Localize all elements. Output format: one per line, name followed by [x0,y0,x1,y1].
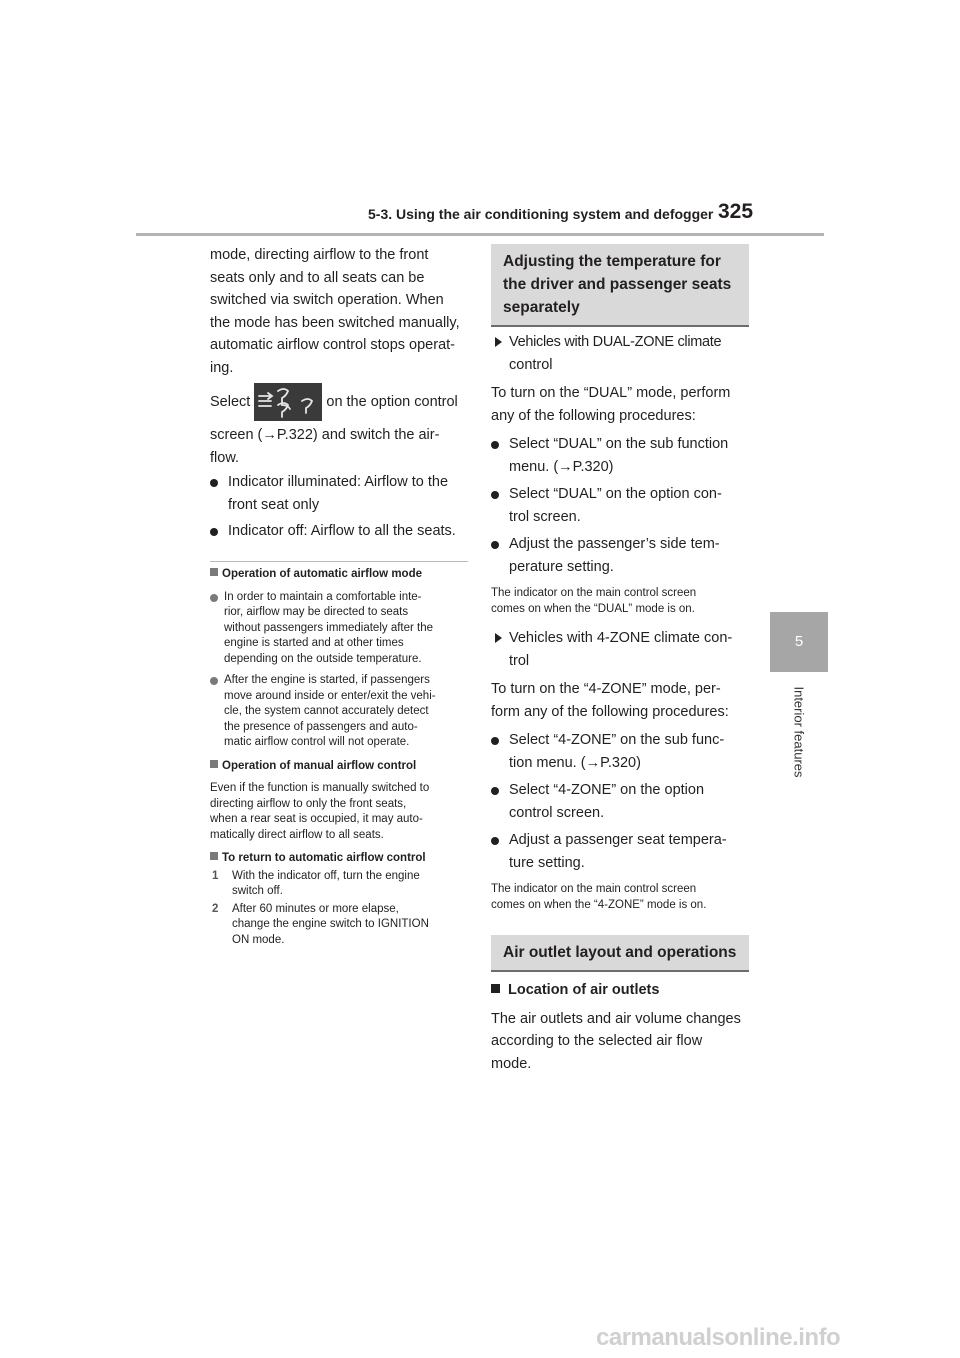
text-line: trol [509,652,530,669]
text-line: To turn on the “DUAL” mode, perform [491,385,731,401]
intro-paragraph [210,244,480,379]
text-line: separately [503,299,580,316]
location-section [491,979,756,1075]
text-line: Indicator off: Airflow to all the seats. [228,523,456,539]
text-line: front seat only [228,496,320,513]
round-bullet-icon [210,677,218,685]
watermark: carmanualsonline.info [596,1324,841,1351]
notes-block [210,567,472,948]
text-line: mode. [491,1055,532,1072]
section-title: 5-3. Using the air conditioning system and defogger [368,206,714,222]
text-line: move around inside or enter/exit the vehi- [224,689,436,702]
text-line: Vehicles with 4-ZONE climate con- [509,630,733,646]
text-line: control [509,356,553,373]
text-line: Even if the function is manually switched to [210,782,430,794]
text-line: Vehicles with DUAL-ZONE climate [509,334,722,350]
location-title: Location of air outlets [508,982,660,998]
bullet-icon [491,541,499,549]
bullet-item [228,471,488,516]
note-title: Operation of manual airflow control [222,759,417,772]
text-line: seats only and to all seats can be [210,269,425,286]
text-line: trol screen. [509,508,581,525]
text-line: After the engine is started, if passengers [224,674,430,686]
airflow-mode-icon [254,383,322,421]
text-line: form any of the following procedures: [491,703,729,720]
text-line: directing airflow to only the front seats, [210,797,407,810]
round-bullet-icon [210,594,218,602]
text-line: ture setting. [509,854,585,871]
text-line: comes on when the “DUAL” mode is on. [491,602,695,615]
condition-arrow-icon [495,633,502,643]
text-line: mode, directing airflow to the front [210,247,429,263]
text-line: ON mode. [232,933,285,946]
text-line: The indicator on the main control screen [491,587,697,599]
text-line: perature setting. [509,558,614,575]
page-number: 325 [718,200,754,223]
bullet-icon [491,787,499,795]
text-line: without passengers immediately after the [224,621,434,634]
text-line: Select “DUAL” on the sub function [509,436,729,452]
text-line: menu. (→P.320) [509,458,614,475]
text-line: ing. [210,359,234,376]
condition-arrow-icon [495,337,502,347]
square-bullet-icon [210,760,218,768]
text-line: To turn on the “4-ZONE” mode, per- [491,681,721,697]
text-line: cle, the system cannot accurately detect [224,705,429,717]
square-bullet-icon [210,852,218,860]
notes-divider [210,561,468,562]
bullet-icon [491,441,499,449]
four-zone-section [491,627,756,913]
text-line: screen (→P.322) and switch the air- [210,427,440,443]
bullet-item [228,520,488,543]
text-line: switch off. [232,885,283,897]
text-line: when a rear seat is occupied, it may auto- [210,813,423,825]
bullet-icon [210,479,218,487]
text-line: matically direct airflow to all seats. [210,828,384,841]
bullet-icon [491,737,499,745]
chapter-side-label [770,672,828,792]
bullet-icon [491,491,499,499]
text-line: according to the selected air flow [491,1033,703,1049]
heading-adjust-temperature [491,244,749,327]
text-line: Indicator illuminated: Airflow to the [228,474,449,490]
text-line: the presence of passengers and auto- [224,720,418,733]
text-line: Select “DUAL” on the option con- [509,486,722,502]
text-line: the driver and passenger seats [503,276,732,293]
text-line: Select “4-ZONE” on the sub func- [509,732,725,748]
text-line: flow. [210,449,240,466]
step-number: 2 [212,902,219,915]
text-line: Adjust a passenger seat tempera- [509,832,727,848]
text-line: change the engine switch to IGNITION [232,918,429,930]
header-rule [136,233,824,236]
text-line: rior, airflow may be directed to seats [224,606,409,618]
square-bullet-icon [210,568,218,576]
text-line: Adjusting the temperature for [503,253,721,270]
text-line: depending on the outside temperature. [224,652,422,665]
text-line: Adjust the passenger’s side tem- [509,536,720,552]
square-bullet-icon [491,984,500,993]
text-line: switched via switch operation. When [210,292,444,308]
chapter-tab: 5 [770,612,828,672]
heading-air-outlet-layout: Air outlet layout and operations [491,935,749,972]
note-title: To return to automatic airflow control [222,852,426,864]
dual-zone-section [491,331,756,617]
bullet-icon [491,837,499,845]
text-line: tion menu. (→P.320) [509,754,641,771]
bullet-icon [210,528,218,536]
text-line: After 60 minutes or more elapse, [232,902,399,915]
select-instruction [210,382,480,469]
text-line: any of the following procedures: [491,407,696,424]
step-number: 1 [212,869,219,882]
note-title: Operation of automatic airflow mode [222,568,422,580]
text-line: The air outlets and air volume changes [491,1010,741,1027]
text-line: engine is started and at other times [224,637,404,649]
text-line: comes on when the “4-ZONE” mode is on. [491,898,707,911]
text-line: automatic airflow control stops operat- [210,337,455,353]
select-prefix: Select [210,394,251,410]
text-line: In order to maintain a comfortable inte- [224,590,422,603]
select-suffix: on the option control [326,394,458,410]
text-line: matic airflow control will not operate. [224,736,410,748]
text-line: With the indicator off, turn the engine [232,869,420,882]
text-line: control screen. [509,804,605,821]
chapter-side-label-text: Interior features [791,686,807,778]
text-line: The indicator on the main control screen [491,883,697,895]
text-line: the mode has been switched manually, [210,314,460,331]
text-line: Select “4-ZONE” on the option [509,782,705,798]
